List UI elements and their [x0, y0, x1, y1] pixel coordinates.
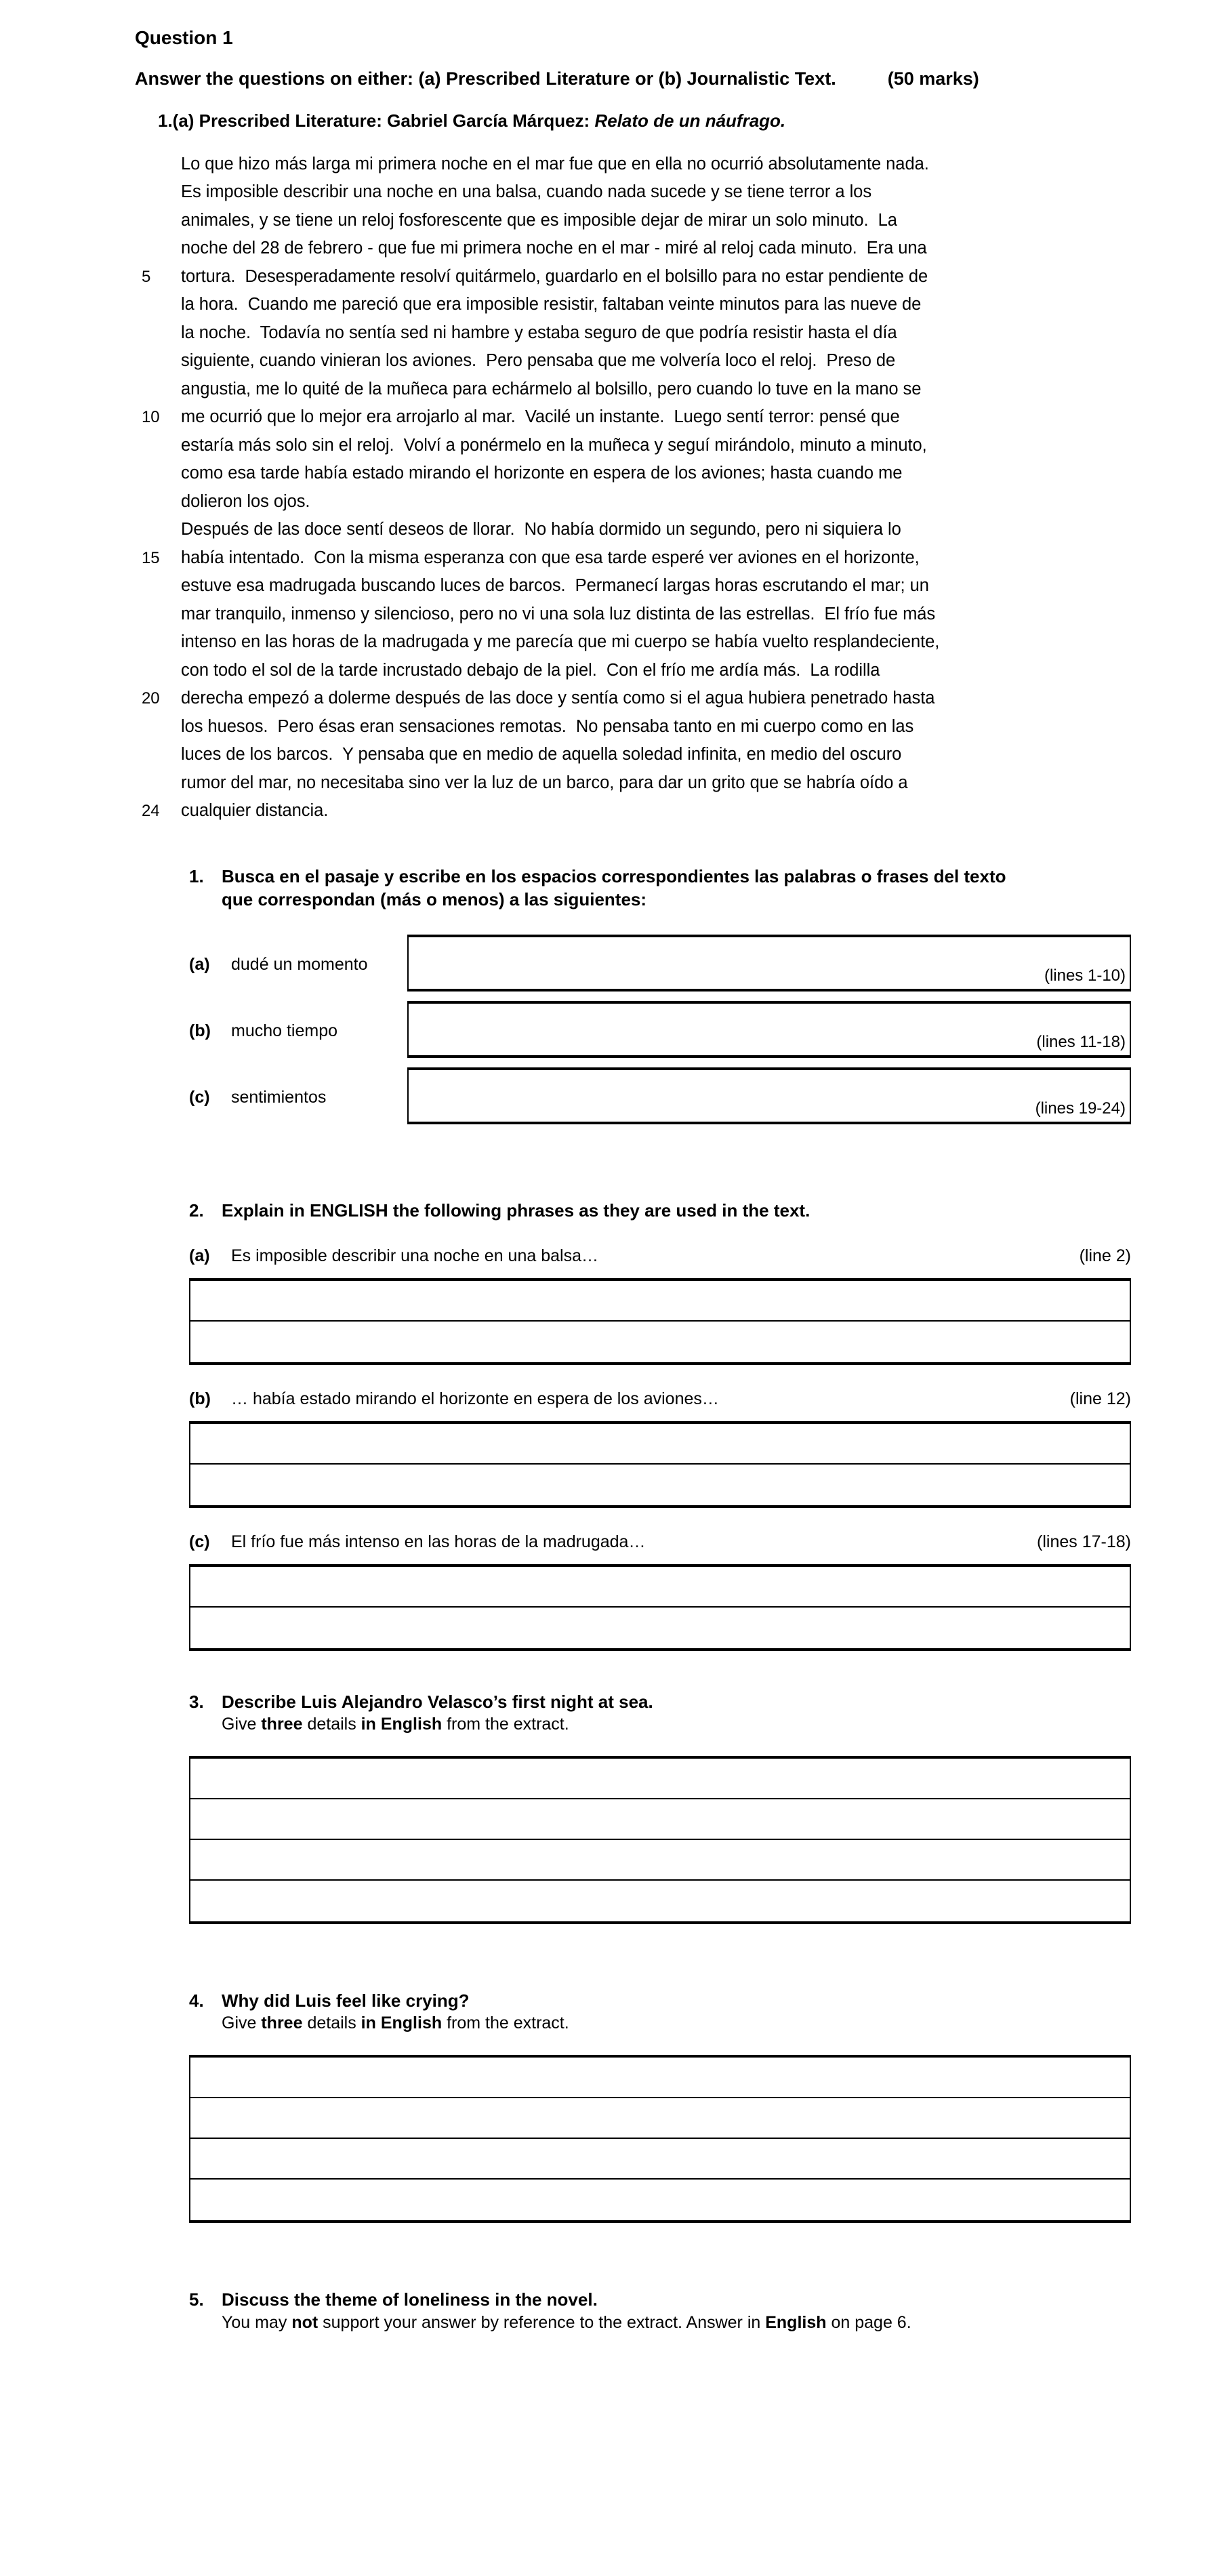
question-4-block: [189, 1989, 1131, 2223]
q5-sub-e: on page 6.: [826, 2312, 911, 2332]
passage-line-text: la hora. Cuando me pareció que era imposible resistir, faltaban veinte minutos para las nueve de: [181, 295, 922, 314]
extract-passage: [142, 150, 1124, 825]
question-4-number: 4.: [189, 1990, 204, 2011]
question-1-line-reference: (lines 1-10): [1044, 966, 1126, 985]
answer-row[interactable]: [190, 1424, 1130, 1465]
q5-sub-a: You may: [222, 2312, 292, 2332]
answer-instruction-text: Answer the questions on either: (a) Prescribed Literature or (b) Journalistic Text.: [135, 68, 836, 89]
answer-row[interactable]: [190, 2180, 1130, 2220]
answer-row[interactable]: [190, 1281, 1130, 1322]
passage-line: [142, 432, 1124, 460]
answer-row[interactable]: [190, 1608, 1130, 1648]
question-2-line-reference: (lines 17-18): [1037, 1532, 1131, 1551]
passage-line: [142, 769, 1124, 798]
question-1-text-line-2: que correspondan (más o menos) a las siguientes:: [222, 889, 647, 910]
question-1-line-reference: (lines 11-18): [1036, 1032, 1126, 1051]
q3-sub-b: three: [261, 1715, 303, 1734]
question-3-block: [189, 1690, 1131, 1924]
question-2-items: [189, 1246, 1131, 1651]
question-1-heading: [189, 865, 1131, 912]
answer-row[interactable]: [190, 1881, 1130, 1921]
question-2-heading: [189, 1199, 1131, 1222]
answer-row[interactable]: [190, 1322, 1130, 1362]
question-1-block: [189, 865, 1131, 1124]
passage-line-text: me ocurrió que lo mejor era arrojarlo al mar. Vacilé un instante. Luego sentí terror: pensé que: [181, 407, 900, 427]
passage-line-number: 10: [142, 408, 160, 427]
q4-sub-d: in English: [361, 2013, 443, 2033]
question-1-item-cue: dudé un momento: [231, 954, 368, 974]
passage-line: [142, 234, 1124, 263]
passage-line-text: como esa tarde había estado mirando el horizonte en espera de los aviones; hasta cuando me: [181, 464, 903, 483]
passage-line-text: mar tranquilo, inmenso y silencioso, pero no vi una sola luz distinta de las estrellas. El frío fue más: [181, 604, 936, 623]
question-1-text: [222, 865, 1131, 912]
q5-sub-c: support your answer by reference to the extract. Answer in: [318, 2312, 766, 2332]
passage-line: [142, 403, 1124, 432]
passage-line-text: con todo el sol de la tarde incrustado debajo de la piel. Con el frío me ardía más. La rodilla: [181, 660, 880, 680]
answer-row[interactable]: [190, 1567, 1130, 1608]
question-2-item-prompt: [189, 1532, 1131, 1552]
question-2-block: [189, 1199, 1131, 1651]
q4-sub-b: three: [261, 2013, 303, 2033]
question-2-item-phrase: Es imposible describir una noche en una balsa…: [231, 1246, 598, 1265]
question-1-item-label: (b): [189, 1021, 211, 1040]
question-1-text-line-1: Busca en el pasaje y escribe en los espacios correspondientes las palabras o frases del texto: [222, 865, 1006, 886]
question-2-answer-box[interactable]: [189, 1278, 1131, 1365]
question-1-item: [189, 1001, 1131, 1058]
question-1-item-label: (a): [189, 954, 210, 974]
question-4-answer-box[interactable]: [189, 2055, 1131, 2223]
question-2-item: [189, 1532, 1131, 1651]
question-2-answer-box[interactable]: [189, 1421, 1131, 1508]
question-4-text: Why did Luis feel like crying?: [222, 1990, 470, 2011]
question-2-item-label: (b): [189, 1389, 211, 1408]
passage-line: [142, 459, 1124, 488]
passage-line: [142, 572, 1124, 600]
question-2-item-phrase: El frío fue más intenso en las horas de la madrugada…: [231, 1532, 646, 1551]
q3-sub-c: details: [302, 1715, 361, 1734]
passage-line-text: luces de los barcos. Y pensaba que en medio de aquella soledad infinita, en medio del oscuro: [181, 745, 902, 764]
question-2-answer-box[interactable]: [189, 1564, 1131, 1651]
question-3-heading: [189, 1690, 1131, 1713]
passage-line-text: Lo que hizo más larga mi primera noche en el mar fue que en ella no ocurrió absolutamente nada.: [181, 154, 929, 173]
question-1-line-reference: (lines 19-24): [1035, 1099, 1126, 1118]
question-3-subinstruction: [222, 1713, 1131, 1736]
passage-line-text: Después de las doce sentí deseos de llorar. No había dormido un segundo, pero ni siquiera lo: [181, 520, 901, 539]
question-1-item-cue: mucho tiempo: [231, 1021, 338, 1040]
passage-line: [142, 516, 1124, 544]
passage-line: [142, 544, 1124, 573]
passage-line-number: 5: [142, 267, 151, 286]
passage-line: [142, 375, 1124, 404]
passage-line: [142, 291, 1124, 319]
q5-sub-b: not: [291, 2312, 319, 2332]
passage-line: [142, 207, 1124, 235]
passage-line-text: dolieron los ojos.: [181, 491, 310, 511]
answer-row[interactable]: [190, 2058, 1130, 2098]
passage-line: [142, 488, 1124, 516]
page-title: Question 1: [135, 27, 233, 48]
passage-line: [142, 713, 1124, 741]
question-5-text: Discuss the theme of loneliness in the novel.: [222, 2289, 598, 2310]
passage-line: [142, 741, 1124, 769]
subtitle-work-title: Relato de un náufrago.: [594, 110, 786, 131]
q5-sub-d: English: [765, 2312, 827, 2332]
q4-sub-a: Give: [222, 2013, 262, 2033]
passage-line-number: 20: [142, 689, 160, 708]
answer-instruction: [135, 67, 1131, 91]
question-2-text: Explain in ENGLISH the following phrases as they are used in the text.: [222, 1200, 810, 1221]
passage-line-text: animales, y se tiene un reloj fosforescente que es imposible dejar de mirar un solo minuto. La: [181, 210, 897, 230]
q3-sub-d: in English: [361, 1715, 443, 1734]
passage-line: [142, 347, 1124, 375]
prescribed-literature-subtitle: [158, 110, 1131, 133]
question-3-number: 3.: [189, 1691, 204, 1712]
passage-line-text: angustia, me lo quité de la muñeca para echármelo al bolsillo, pero cuando lo tuve en la mano se: [181, 379, 922, 398]
passage-line-text: derecha empezó a dolerme después de las doce y sentía como si el agua hubiera penetrado hasta: [181, 689, 935, 708]
question-2-item-prompt: [189, 1246, 1131, 1266]
q3-sub-a: Give: [222, 1715, 262, 1734]
passage-line: [142, 150, 1124, 179]
question-1-item-cue: sentimientos: [231, 1087, 327, 1107]
passage-line-text: los huesos. Pero ésas eran sensaciones remotas. No pensaba tanto en mi cuerpo como en las: [181, 716, 914, 736]
passage-line-text: tortura. Desesperadamente resolví quitármelo, guardarlo en el bolsillo para no estar pendiente de: [181, 266, 928, 286]
passage-line-text: estuve esa madrugada buscando luces de barcos. Permanecí largas horas escrutando el mar; un: [181, 576, 929, 596]
passage-line-text: cualquier distancia.: [181, 801, 329, 821]
question-1-answer-field[interactable]: [407, 1067, 1131, 1124]
question-1-answer-field[interactable]: [407, 935, 1131, 991]
question-2-item: [189, 1246, 1131, 1365]
q3-sub-e: from the extract.: [442, 1715, 569, 1734]
passage-line: [142, 684, 1124, 713]
passage-line-text: rumor del mar, no necesitaba sino ver la luz de un barco, para dar un grito que se habría oído a: [181, 773, 908, 792]
answer-row[interactable]: [190, 1840, 1130, 1881]
question-2-line-reference: (line 12): [1069, 1389, 1131, 1408]
passage-line: [142, 263, 1124, 291]
question-5-block: [189, 2288, 1131, 2333]
passage-line: [142, 178, 1124, 207]
passage-line: [142, 657, 1124, 685]
question-5-heading: [189, 2288, 1131, 2311]
passage-line: [142, 319, 1124, 348]
question-2-item-label: (a): [189, 1246, 210, 1265]
question-1-items: [189, 935, 1131, 1124]
passage-line-text: noche del 28 de febrero - que fue mi primera noche en el mar - miré al reloj cada minuto. Era una: [181, 239, 927, 258]
answer-row[interactable]: [190, 2098, 1130, 2139]
question-2-number: 2.: [189, 1200, 204, 1221]
answer-row[interactable]: [190, 1465, 1130, 1505]
passage-line-text: Es imposible describir una noche en una balsa, cuando nada sucede y se tiene terror a los: [181, 182, 872, 202]
question-1-answer-field[interactable]: [407, 1001, 1131, 1058]
passage-line: [142, 797, 1124, 825]
question-3-text: Describe Luis Alejandro Velasco’s first night at sea.: [222, 1691, 653, 1712]
question-2-item: [189, 1389, 1131, 1508]
question-2-item-phrase: … había estado mirando el horizonte en espera de los aviones…: [231, 1389, 719, 1408]
passage-line-text: siguiente, cuando vinieran los aviones. Pero pensaba que me volvería loco el reloj. Preso de: [181, 351, 896, 371]
subtitle-plain: 1.(a) Prescribed Literature: Gabriel García Márquez:: [158, 110, 595, 131]
passage-line-text: intenso en las horas de la madrugada y me parecía que mi cuerpo se había vuelto resplandeciente,: [181, 632, 940, 652]
question-4-heading: [189, 1989, 1131, 2012]
question-1-item-label: (c): [189, 1087, 210, 1107]
question-3-answer-box[interactable]: [189, 1756, 1131, 1924]
question-4-subinstruction: [222, 2012, 1131, 2035]
question-2-item-label: (c): [189, 1532, 210, 1551]
passage-line-text: estaría más solo sin el reloj. Volví a ponérmelo en la muñeca y seguí mirándolo, minuto a minuto,: [181, 435, 927, 455]
passage-line-number: 15: [142, 548, 160, 567]
marks-badge: (50 marks): [887, 68, 979, 89]
answer-row[interactable]: [190, 1799, 1130, 1840]
passage-line-text: había intentado. Con la misma esperanza con que esa tarde esperé ver aviones en el horizonte,: [181, 548, 920, 567]
answer-row[interactable]: [190, 1759, 1130, 1799]
passage-line: [142, 628, 1124, 657]
answer-row[interactable]: [190, 2139, 1130, 2180]
q4-sub-e: from the extract.: [442, 2013, 569, 2033]
passage-line-number: 24: [142, 802, 160, 821]
passage-line: [142, 600, 1124, 629]
q4-sub-c: details: [302, 2013, 361, 2033]
question-2-line-reference: (line 2): [1079, 1246, 1131, 1265]
question-2-item-prompt: [189, 1389, 1131, 1409]
question-5-subinstruction: [222, 2312, 1131, 2334]
question-5-number: 5.: [189, 2289, 204, 2310]
question-1-item: [189, 935, 1131, 991]
passage-line-text: la noche. Todavía no sentía sed ni hambre y estaba seguro de que podría resistir hasta el día: [181, 323, 897, 342]
question-1-number: 1.: [189, 865, 204, 886]
question-1-item: [189, 1067, 1131, 1124]
